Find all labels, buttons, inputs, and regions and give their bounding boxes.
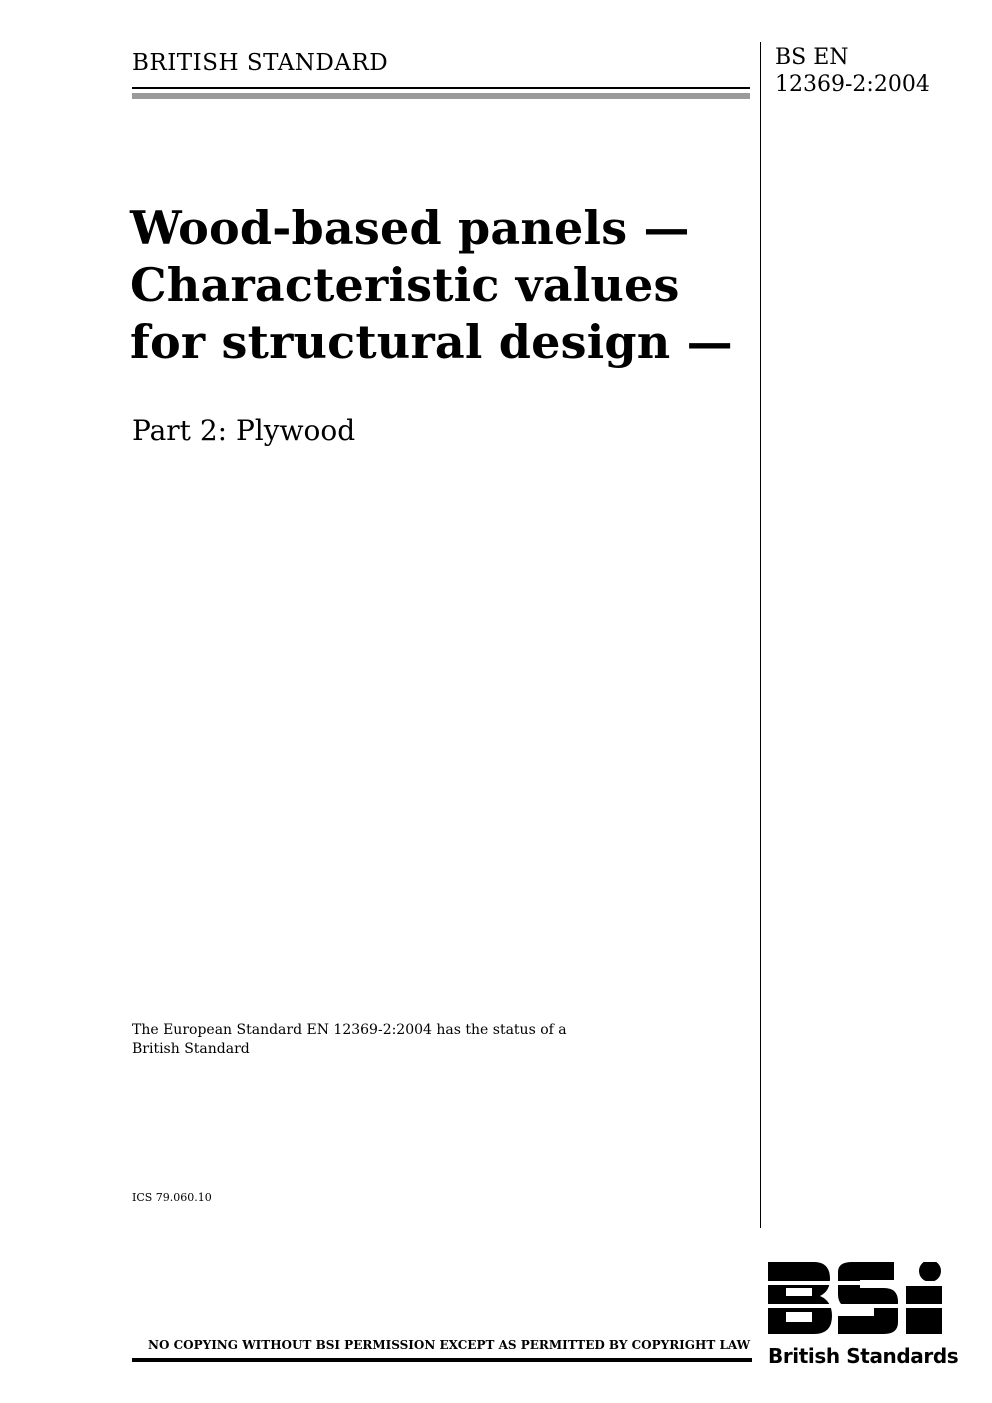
footer-rule — [132, 1358, 752, 1362]
standard-number — [775, 44, 930, 98]
copyright-notice: NO COPYING WITHOUT BSI PERMISSION EXCEPT AS PERMITTED BY COPYRIGHT LAW — [148, 1338, 751, 1352]
status-statement — [132, 1021, 652, 1059]
document-series-label: BRITISH STANDARD — [132, 50, 389, 76]
title-line-2: Characteristic values — [130, 258, 680, 312]
logo-wordmark: British Standards — [768, 1344, 959, 1368]
document-title — [130, 200, 755, 371]
document-subtitle: Part 2: Plywood — [132, 414, 356, 447]
standard-number-line-2: 12369-2:2004 — [775, 72, 930, 97]
ics-code: ICS 79.060.10 — [132, 1191, 212, 1204]
vertical-divider — [760, 42, 761, 1228]
status-line-1: The European Standard EN 12369-2:2004 has the status of a — [132, 1022, 567, 1038]
status-line-2: British Standard — [132, 1041, 250, 1057]
title-line-3: for structural design — — [130, 315, 733, 369]
title-line-1: Wood-based panels — — [130, 201, 690, 255]
header-rule-thick — [132, 93, 750, 99]
header-rule-thin — [132, 87, 750, 89]
standard-number-line-1: BS EN — [775, 45, 849, 70]
